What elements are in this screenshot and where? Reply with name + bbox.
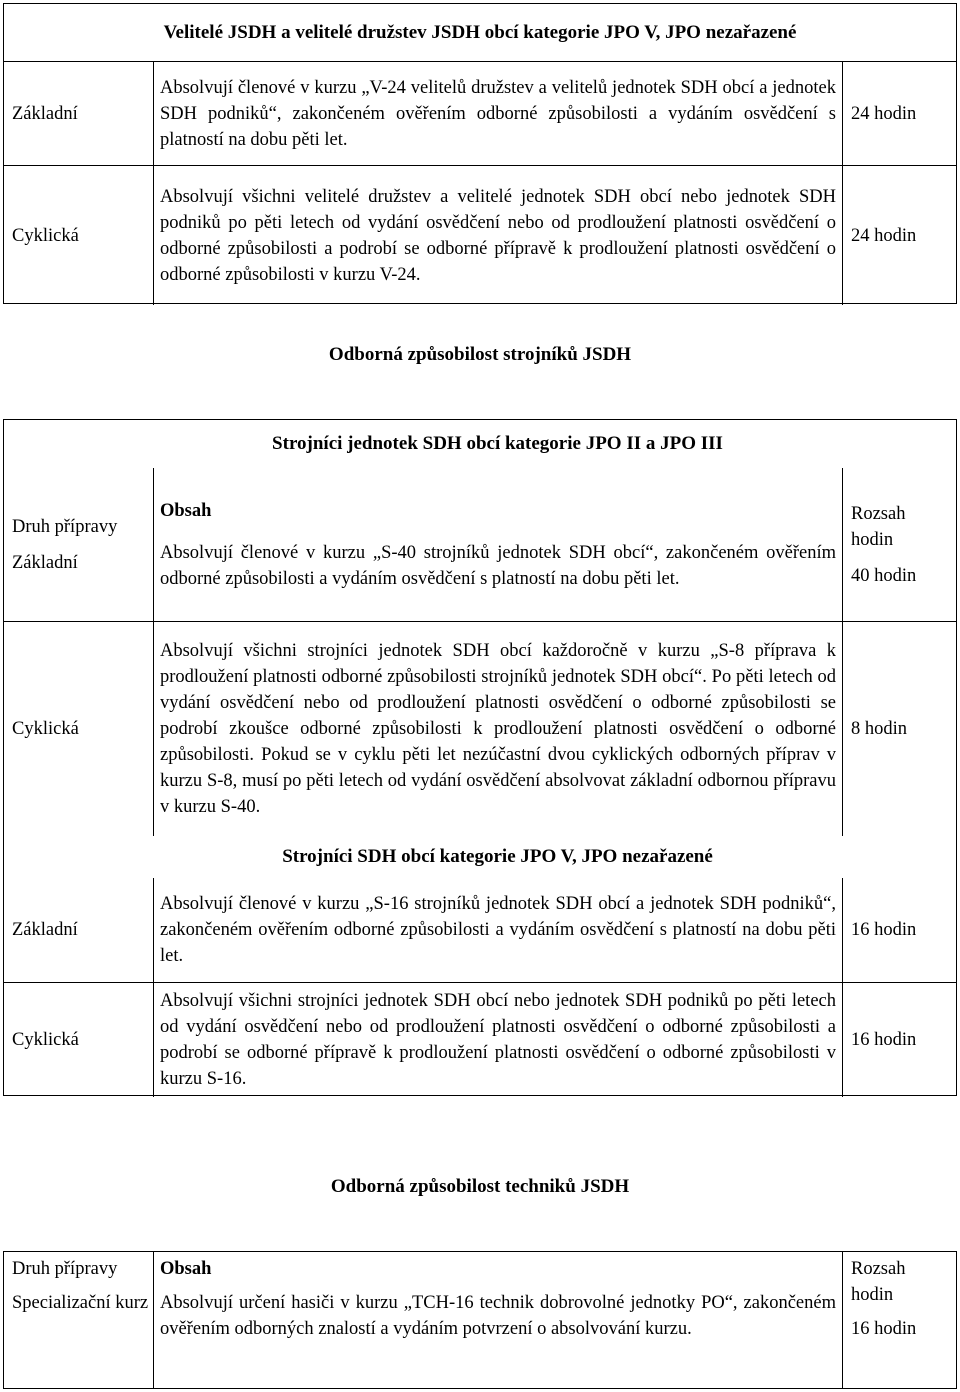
content-cell — [154, 983, 843, 1097]
table-velitele — [3, 3, 957, 304]
type-cell — [4, 1252, 154, 1388]
type-cell: Cyklická — [4, 622, 154, 836]
type-cell: Cyklická — [4, 983, 154, 1097]
table-heading: Velitelé JSDH a velitelé družstev JSDH obcí kategorie JPO V, JPO nezařazené — [163, 21, 797, 43]
type-label: Základní — [12, 552, 78, 573]
hours-cell: 16 hodin — [851, 920, 917, 940]
type-cell: Cyklická — [4, 166, 154, 305]
section-title-strojnici: Odborná způsobilost strojníků JSDH — [328, 344, 632, 365]
content-text: Absolvují všichni strojníci jednotek SDH obcí každoročně v kurzu „S-8 příprava k prodloužení platnosti odborné způsobilosti strojníků jednotek SDH obcí“. Po pěti letech od vydání osvědčení nebo od prodloužení platnosti osvědčení o odborné způsobilosti se podrobí zkoušce odborné způsobilosti k prodloužení platnosti osvědčení o odborné způsobilosti. Pokud se v cyklu pěti let nezúčastní dvou cyklických odborných příprav v kurzu S-8, musí po pěti letech od vydání osvědčení absolvovat základní odbornou přípravu v kurzu S-40. — [160, 641, 836, 817]
type-cell: Základní — [4, 878, 154, 982]
subheading-row — [4, 836, 956, 878]
type-label: Specializační kurz — [12, 1293, 149, 1313]
content-cell — [154, 878, 843, 982]
subheading: Strojníci SDH obcí kategorie JPO V, JPO nezařazené — [282, 846, 713, 867]
type-cell — [4, 468, 154, 621]
table-row — [4, 621, 956, 836]
table-row — [4, 982, 956, 1097]
content-cell — [154, 468, 843, 621]
content-cell — [154, 62, 843, 165]
content-cell — [154, 166, 843, 305]
column-header-content: Obsah — [160, 1259, 212, 1279]
table-strojnici — [3, 419, 957, 1096]
table-technici — [3, 1251, 957, 1389]
table-row — [4, 61, 956, 165]
header-and-row — [4, 1252, 956, 1388]
hours-cell — [843, 1252, 956, 1388]
content-text: Absolvují členové v kurzu „S-40 strojníků jednotek SDH obcí“, zakončeném ověřením odborné způsobilosti a vydáním osvědčení s platností na dobu pěti let. — [160, 542, 836, 589]
hours-cell: 16 hodin — [851, 1030, 917, 1050]
table-row — [4, 165, 956, 305]
content-text: Absolvují všichni strojníci jednotek SDH obcí nebo jednotek SDH podniků po pěti letech od vydání osvědčení nebo od prodloužení platnosti osvědčení o odborné způsobilosti a podrobí se odborné přípravě k prodloužení platnosti osvědčení o odborné způsobilosti v kurzu S-16. — [160, 991, 836, 1089]
table-row — [4, 878, 956, 982]
content-cell — [154, 1252, 843, 1388]
column-header-hours: Rozsah hodin — [851, 503, 906, 550]
subheading-row — [4, 420, 956, 468]
content-text: Absolvují členové v kurzu „S-16 strojníků jednotek SDH obcí a jednotek SDH podniků“, zakončeném ověřením odborné způsobilosti a vydáním osvědčení s platností na dobu pěti let. — [160, 894, 836, 966]
hours-value: 40 hodin — [851, 565, 917, 586]
content-text: Absolvují určení hasiči v kurzu „TCH-16 technik dobrovolné jednotky PO“, zakončeném ověřením odborných znalostí a vydáním potvrzení o absolvování kurzu. — [160, 1293, 836, 1339]
column-header-content: Obsah — [160, 500, 212, 521]
content-cell — [154, 622, 843, 836]
hours-cell: 8 hodin — [851, 719, 908, 739]
type-cell: Základní — [4, 62, 154, 165]
column-header-hours: Rozsah hodin — [851, 1259, 906, 1305]
hours-value: 16 hodin — [851, 1319, 917, 1339]
column-header-type: Druh přípravy — [12, 516, 118, 537]
section-title-technici: Odborná způsobilost techniků JSDH — [330, 1176, 630, 1197]
hours-cell: 24 hodin — [851, 225, 917, 246]
subheading: Strojníci jednotek SDH obcí kategorie JPO II a JPO III — [272, 433, 723, 454]
content-text: Absolvují členové v kurzu „V-24 velitelů družstev a velitelů jednotek SDH obcí a jednotek SDH podniků“, zakončeném ověřením odborné způsobilosti a vydáním osvědčení s platností na dobu pěti let. — [160, 77, 836, 150]
header-and-basic-row — [4, 468, 956, 621]
column-header-type: Druh přípravy — [12, 1259, 118, 1279]
hours-cell — [843, 468, 956, 621]
content-text: Absolvují všichni velitelé družstev a velitelé jednotek SDH obcí nebo jednotek SDH podniků po pěti letech od vydání osvědčení nebo od prodloužení platnosti osvědčení o odborné způsobilosti a podrobí se odborné přípravě k prodloužení platnosti osvědčení o odborné způsobilosti v kurzu V-24. — [160, 186, 836, 285]
table-heading-row — [4, 4, 956, 61]
hours-cell: 24 hodin — [851, 103, 917, 124]
